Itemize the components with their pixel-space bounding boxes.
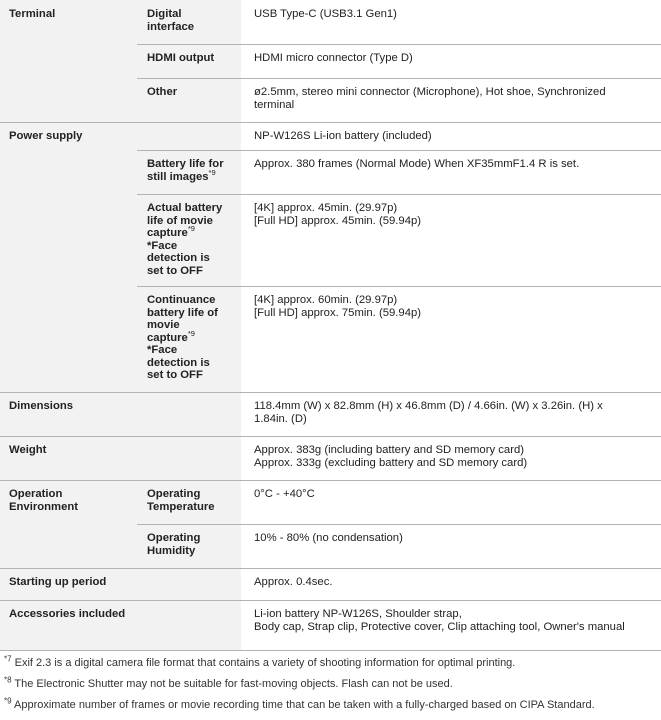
row-subcategory (137, 392, 241, 436)
category-label: Dimensions (9, 400, 74, 412)
row-subcategory (137, 78, 241, 122)
footnote: $^{*9}$ Approximate number of frames or movie recording time that can be taken with a fully-charged based on CIPA Standard. (4, 696, 595, 711)
subcategory-label: set to OFF (147, 264, 203, 277)
subcategory-label: Digital (147, 8, 182, 20)
value-line: ø2.5mm, stereo mini connector (Microphone), Hot shoe, Synchronized (254, 86, 606, 98)
row-value (241, 44, 661, 78)
subcategory-label: life of movie (147, 214, 213, 227)
subcategory-label: Operating (147, 532, 201, 544)
subcategory-label: Operating (147, 488, 201, 500)
row-value (241, 524, 661, 568)
row-subcategory (137, 286, 241, 392)
category-label: Power supply (9, 130, 83, 142)
row-value (241, 0, 661, 44)
category-label: Accessories included (9, 608, 126, 620)
row-category (0, 0, 137, 44)
subcategory-label: *Face (147, 344, 178, 356)
row-divider (137, 44, 661, 45)
row-divider (137, 524, 661, 525)
value-line: terminal (254, 98, 295, 111)
subcategory-label: Actual battery (147, 202, 223, 214)
row-category (0, 122, 137, 150)
row-subcategory (137, 600, 241, 650)
table-bottom-rule (0, 650, 661, 651)
category-label: Operation (9, 488, 63, 500)
value-line: Approx. 383g (including battery and SD memory card) (254, 444, 524, 456)
value-line: Approx. 0.4sec. (254, 576, 333, 588)
row-value (241, 480, 661, 524)
row-category (0, 480, 137, 524)
row-category (0, 392, 137, 436)
row-subcategory (137, 480, 241, 524)
value-line: USB Type-C (USB3.1 Gen1) (254, 8, 397, 20)
subcategory-label: movie (147, 319, 180, 331)
footnote-mark: *9 (4, 696, 12, 706)
row-value (241, 286, 661, 392)
category-label: Starting up period (9, 576, 107, 588)
footnote-mark: *7 (4, 654, 12, 664)
subcategory-label: Other (147, 86, 178, 98)
row-category (0, 436, 137, 480)
row-category (0, 600, 137, 650)
footnote-ref: *9 (187, 328, 195, 338)
value-line: 118.4mm (W) x 82.8mm (H) x 46.8mm (D) / 4.66in. (W) x 3.26in. (H) x (254, 400, 603, 412)
row-value (241, 600, 661, 650)
row-category (0, 78, 137, 122)
subcategory-label: battery life of (147, 306, 218, 319)
row-category (0, 568, 137, 600)
row-value (241, 392, 661, 436)
category-label: Terminal (9, 8, 56, 20)
subcategory-label: detection is (147, 252, 210, 264)
footnote: $^{*7}$ Exif 2.3 is a digital camera file format that contains a variety of shooting information for optimal printing. (4, 654, 516, 669)
row-divider (0, 480, 661, 481)
category-label: Environment (9, 500, 79, 513)
footnote: $^{*8}$ The Electronic Shutter may not be suitable for fast-moving objects. Flash can not be used. (4, 675, 453, 690)
row-subcategory (137, 44, 241, 78)
value-line: Approx. 333g (excluding battery and SD memory card) (254, 456, 528, 469)
row-divider (0, 392, 661, 393)
subcategory-label: Continuance (147, 294, 216, 306)
subcategory-label: Battery life for (147, 158, 224, 170)
row-value (241, 194, 661, 286)
value-line: Li-ion battery NP-W126S, Shoulder strap, (254, 608, 462, 620)
subcategory-label: Temperature (147, 500, 215, 513)
row-subcategory (137, 194, 241, 286)
value-line: NP-W126S Li-ion battery (included) (254, 130, 432, 142)
subcategory-label: set to OFF (147, 369, 203, 381)
row-divider (0, 568, 661, 569)
subcategory-label: capture$^{*9}$ (147, 328, 195, 344)
row-subcategory (137, 524, 241, 568)
row-divider (137, 78, 661, 79)
row-category (0, 286, 137, 392)
value-line: [4K] approx. 60min. (29.97p) (254, 294, 398, 306)
subcategory-label: detection is (147, 356, 210, 369)
value-line: HDMI micro connector (Type D) (254, 52, 413, 64)
row-divider (0, 436, 661, 437)
subcategory-label: Humidity (147, 544, 196, 557)
row-subcategory (137, 0, 241, 44)
footnote-mark: *8 (4, 675, 12, 685)
subcategory-label: still images$^{*9}$ (147, 167, 216, 183)
value-line: 10% - 80% (no condensation) (254, 532, 403, 544)
value-line: Body cap, Strap clip, Protective cover, Clip attaching tool, Owner's manual (254, 620, 625, 633)
row-divider (0, 122, 661, 123)
row-divider (137, 286, 661, 287)
row-divider (137, 150, 661, 151)
value-line: [Full HD] approx. 45min. (59.94p) (254, 214, 422, 227)
row-divider (0, 600, 661, 601)
value-line: [Full HD] approx. 75min. (59.94p) (254, 306, 422, 319)
row-subcategory (137, 150, 241, 194)
footnote-ref: *9 (208, 167, 216, 177)
subcategory-label: capture$^{*9}$ (147, 224, 195, 239)
value-line: 1.84in. (D) (254, 412, 307, 425)
row-category (0, 524, 137, 568)
row-subcategory (137, 568, 241, 600)
category-label: Weight (9, 444, 47, 456)
row-value (241, 568, 661, 600)
footnote-ref: *9 (187, 224, 195, 234)
row-value (241, 78, 661, 122)
row-value (241, 122, 661, 150)
value-line: 0°C - +40°C (254, 488, 315, 500)
row-subcategory (137, 436, 241, 480)
row-value (241, 150, 661, 194)
row-category (0, 194, 137, 286)
value-line: [4K] approx. 45min. (29.97p) (254, 202, 398, 214)
row-value (241, 436, 661, 480)
row-category (0, 150, 137, 194)
subcategory-label: interface (147, 20, 195, 33)
row-category (0, 44, 137, 78)
row-subcategory (137, 122, 241, 150)
subcategory-label: HDMI output (147, 52, 215, 64)
subcategory-label: *Face (147, 239, 178, 252)
row-divider (137, 194, 661, 195)
value-line: Approx. 380 frames (Normal Mode) When XF35mmF1.4 R is set. (254, 158, 580, 170)
footnotes (4, 656, 654, 719)
